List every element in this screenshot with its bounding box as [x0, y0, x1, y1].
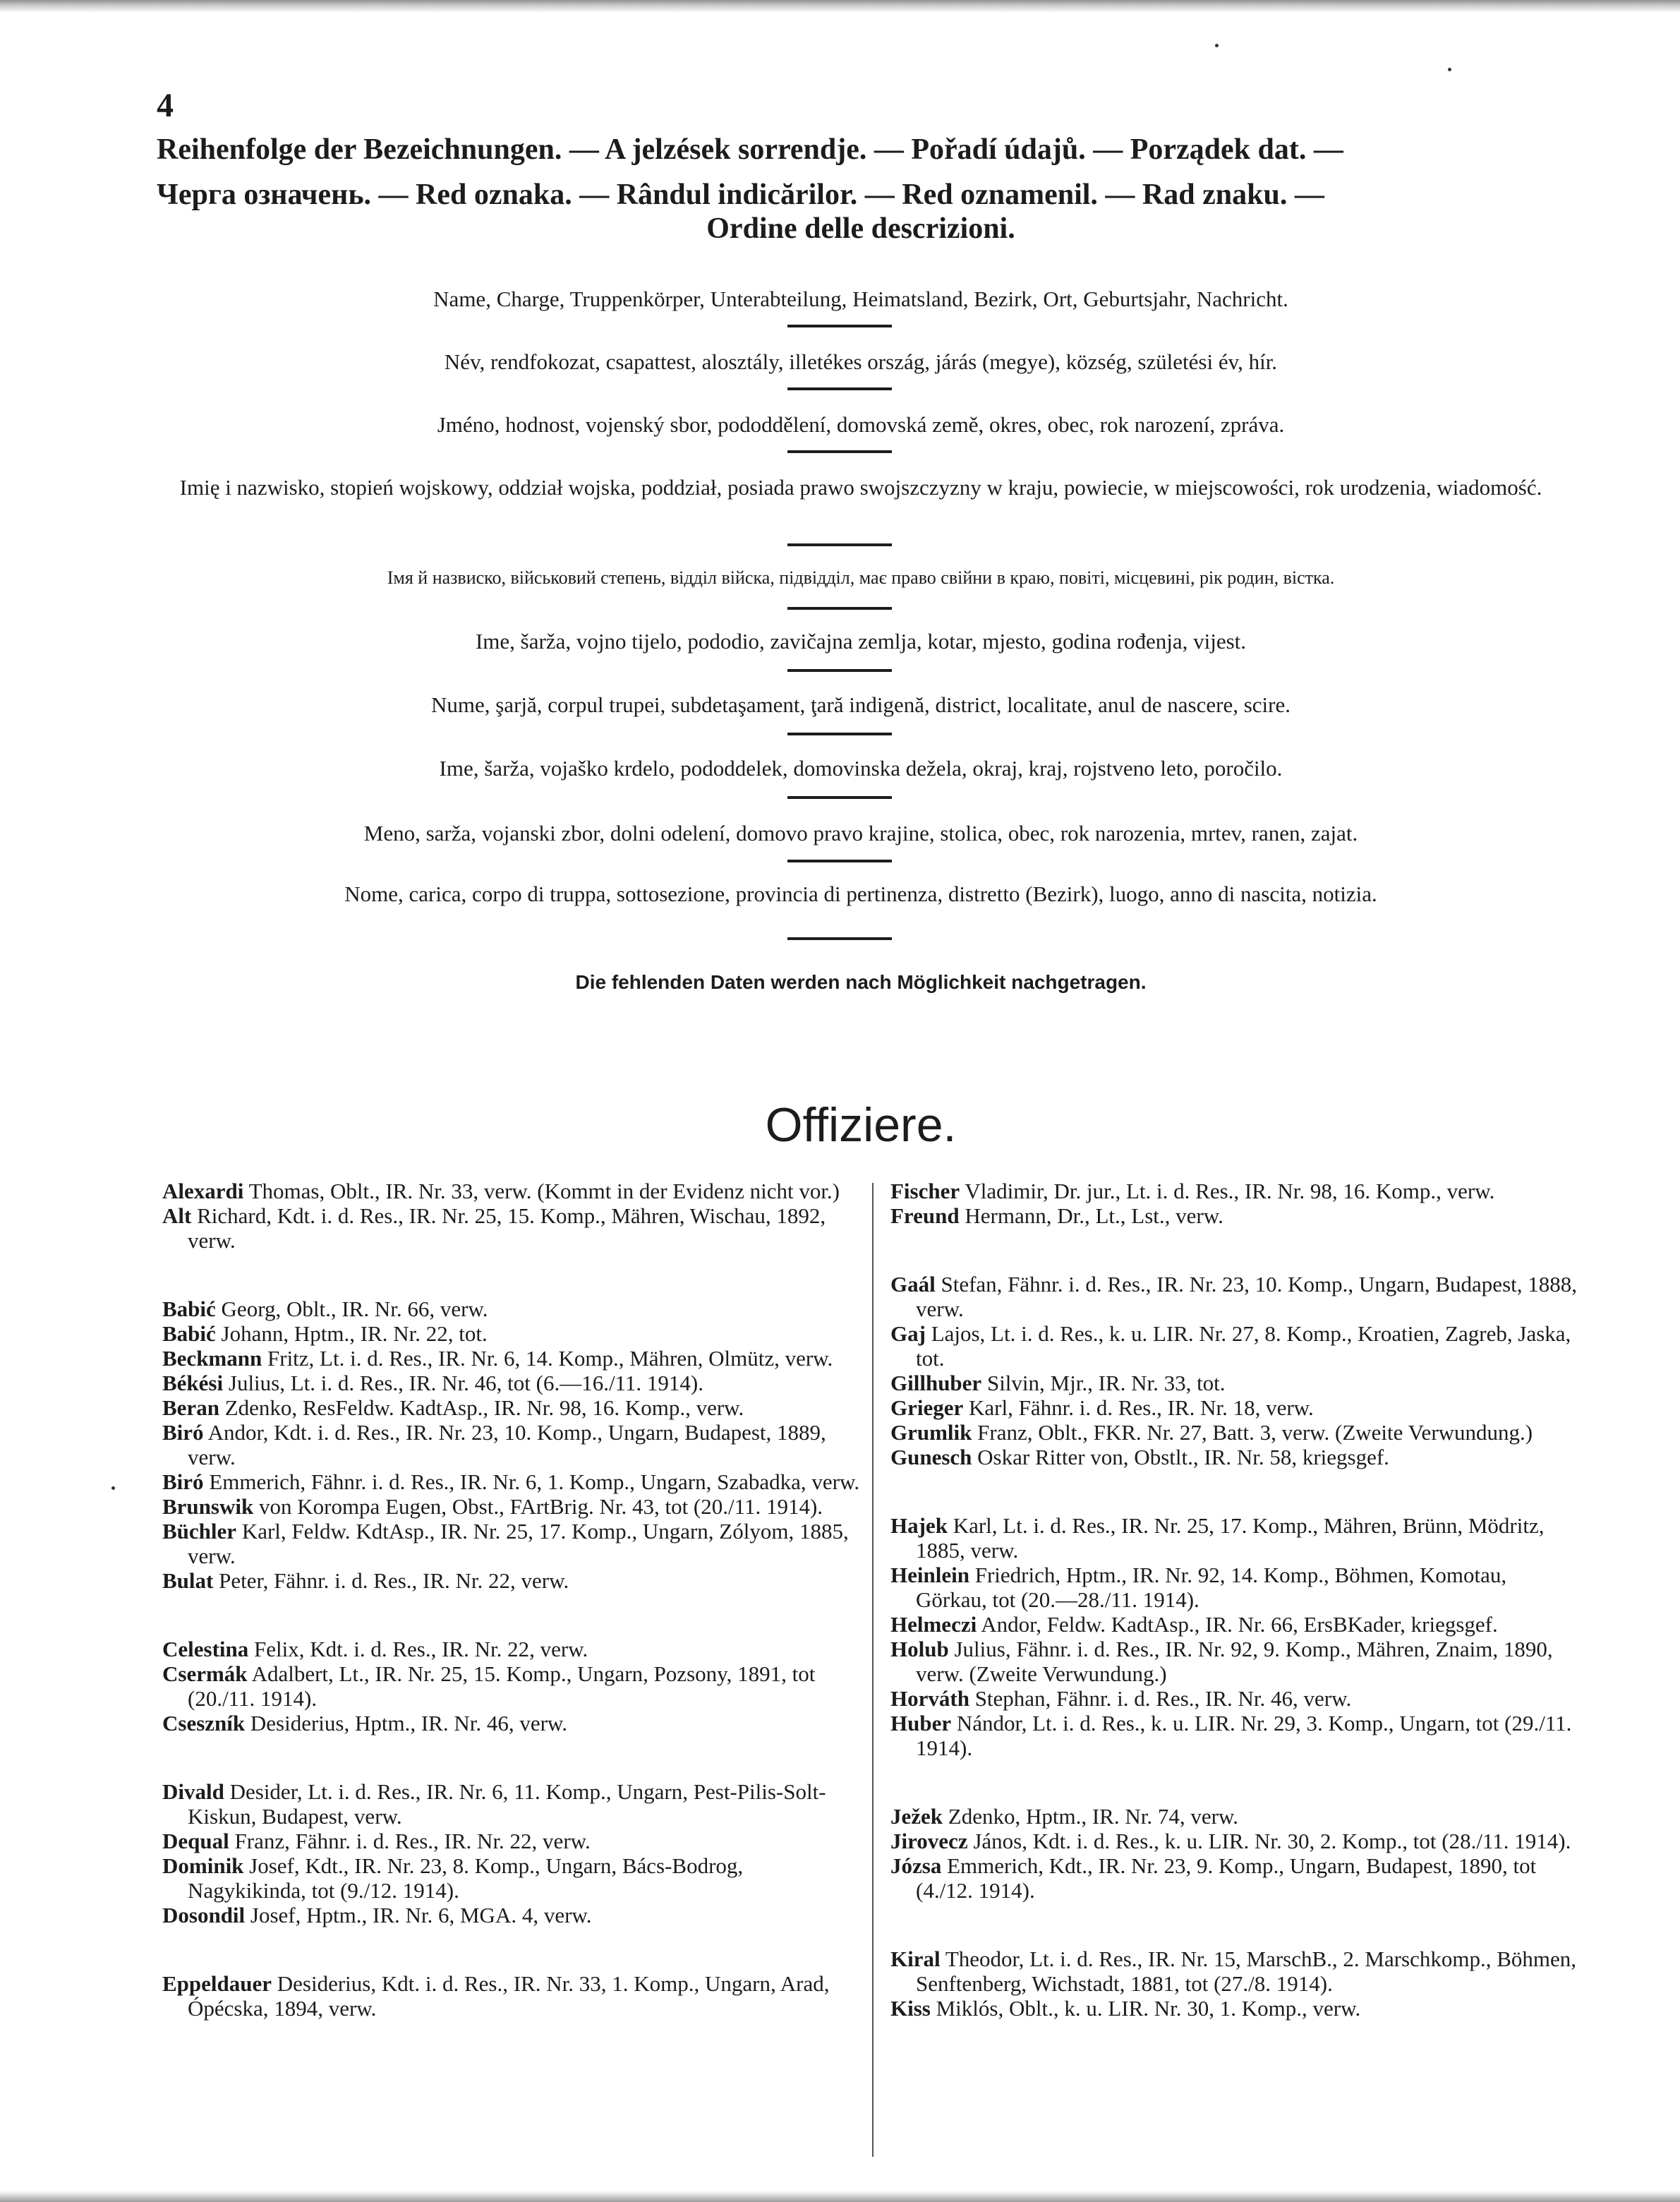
entry-surname: Eppeldauer: [162, 1971, 272, 1996]
casualty-entry: [162, 1853, 861, 1903]
scan-speck: [1448, 68, 1451, 71]
legend-romanian: Nume, şarjă, corpul trupei, subdetaşament, ţară indigenă, district, localitate, anul de nascere, scire.: [430, 692, 1291, 717]
entry-surname: Alt: [162, 1203, 192, 1228]
entry-details: Zdenko, ResFeldw. KadtAsp., IR. Nr. 98, 16. Komp., verw.: [224, 1395, 744, 1420]
entry-details: Desider, Lt. i. d. Res., IR. Nr. 6, 11. Komp., Ungarn, Pest-Pilis-Solt-Kiskun, Budapest, verw.: [188, 1779, 826, 1829]
casualty-entry: [162, 1779, 861, 1829]
column-divider: [872, 1183, 874, 2157]
entry-details: Felix, Kdt. i. d. Res., IR. Nr. 22, verw.: [254, 1637, 588, 1661]
scan-edge-bottom: [0, 2191, 1680, 2202]
right-column: [890, 1179, 1578, 2021]
casualty-entry: [890, 1179, 1578, 1203]
left-column: [162, 1179, 861, 2021]
casualty-entry: [162, 1203, 861, 1253]
entry-details: Karl, Feldw. KdtAsp., IR. Nr. 25, 17. Komp., Ungarn, Zólyom, 1885, verw.: [188, 1519, 849, 1568]
entry-surname: Heinlein: [890, 1563, 969, 1587]
casualty-entry: [890, 1272, 1578, 1321]
casualty-entry: [890, 1563, 1578, 1612]
entry-details: Zdenko, Hptm., IR. Nr. 74, verw.: [948, 1804, 1239, 1829]
legend-divider: [787, 607, 892, 610]
entry-surname: Helmeczi: [890, 1612, 977, 1637]
casualty-entry: [890, 1853, 1578, 1903]
letter-group-gap: [890, 1903, 1578, 1947]
missing-data-notice: Die fehlenden Daten werden nach Möglichkeit nachgetragen.: [575, 971, 1147, 993]
entry-details: Silvin, Mjr., IR. Nr. 33, tot.: [986, 1371, 1226, 1395]
legend-divider: [787, 733, 892, 735]
entry-details: Josef, Kdt., IR. Nr. 23, 8. Komp., Ungarn, Bács-Bodrog, Nagykikinda, tot (9./12. 1914).: [188, 1853, 744, 1903]
legend-croatian: Ime, šarža, vojno tijelo, pododio, zavičajna zemlja, kotar, mjesto, godina rođenja, vijest.: [475, 629, 1247, 654]
heading-line-1: Reihenfolge der Bezeichnungen. — A jelzések sorrendje. — Pořadí údajů. — Porządek dat. —: [157, 133, 1343, 166]
entry-surname: Békési: [162, 1371, 224, 1395]
casualty-entry: [162, 1637, 861, 1661]
casualty-entry: [162, 1420, 861, 1469]
casualty-entry: [890, 1947, 1578, 1996]
entry-details: Andor, Feldw. KadtAsp., IR. Nr. 66, ErsBKader, kriegsgef.: [981, 1612, 1498, 1637]
casualty-entry: [890, 1371, 1578, 1395]
casualty-entry: [162, 1661, 861, 1711]
casualty-entry: [162, 1469, 861, 1494]
entry-surname: Gunesch: [890, 1445, 972, 1469]
casualty-entry: [890, 1637, 1578, 1686]
casualty-entry: [890, 1711, 1578, 1760]
entry-surname: Kiss: [890, 1996, 931, 2021]
legend-slovene: Ime, šarža, vojaško krdelo, pododdelek, domovinska dežela, okraj, kraj, rojstveno leto, poročilo.: [439, 756, 1283, 781]
casualty-entry: [890, 1445, 1578, 1469]
entry-details: Karl, Fähnr. i. d. Res., IR. Nr. 18, verw.: [969, 1395, 1314, 1420]
casualty-entry: [162, 1321, 861, 1346]
entry-surname: Freund: [890, 1203, 960, 1228]
legend-hungarian: Név, rendfokozat, csapattest, alosztály, illetékes ország, járás (megye), község, születési év, hír.: [444, 349, 1278, 374]
entry-details: Andor, Kdt. i. d. Res., IR. Nr. 23, 10. Komp., Ungarn, Budapest, 1889, verw.: [188, 1420, 826, 1469]
casualty-entry: [162, 1829, 861, 1853]
entry-surname: Celestina: [162, 1637, 249, 1661]
entry-surname: Fischer: [890, 1179, 960, 1203]
legend-ukrainian: Імя й назвиско, військовий степень, відділ війска, підвідділ, має право свійни в краю, повіті, місцевині, рік родин, вістка.: [387, 567, 1335, 588]
legend-divider: [787, 796, 892, 799]
entry-details: Peter, Fähnr. i. d. Res., IR. Nr. 22, verw.: [219, 1568, 569, 1593]
casualty-entry: [890, 1996, 1578, 2021]
entry-details: Desiderius, Kdt. i. d. Res., IR. Nr. 33, 1. Komp., Ungarn, Arad, Ópécska, 1894, verw.: [188, 1971, 830, 2021]
entry-surname: Grieger: [890, 1395, 964, 1420]
legend-divider: [787, 860, 892, 862]
entry-details: Richard, Kdt. i. d. Res., IR. Nr. 25, 15. Komp., Mähren, Wischau, 1892, verw.: [188, 1203, 826, 1253]
casualty-entry: [162, 1395, 861, 1420]
entry-surname: Gillhuber: [890, 1371, 982, 1395]
entry-details: von Korompa Eugen, Obst., FArtBrig. Nr. 43, tot (20./11. 1914).: [258, 1494, 823, 1519]
entry-surname: Ježek: [890, 1804, 943, 1829]
legend-german: Name, Charge, Truppenkörper, Unterabteilung, Heimatsland, Bezirk, Ort, Geburtsjahr, Nachricht.: [433, 287, 1288, 311]
casualty-entry: [890, 1321, 1578, 1371]
legend-divider: [787, 387, 892, 390]
casualty-entry: [890, 1203, 1578, 1228]
legend-divider: [787, 669, 892, 672]
casualty-entry: [162, 1519, 861, 1568]
entry-details: Stefan, Fähnr. i. d. Res., IR. Nr. 23, 10. Komp., Ungarn, Budapest, 1888, verw.: [916, 1272, 1577, 1321]
entry-details: Julius, Lt. i. d. Res., IR. Nr. 46, tot (6.—16./11. 1914).: [228, 1371, 703, 1395]
scan-edge-top: [0, 0, 1680, 13]
entry-surname: Hajek: [890, 1513, 948, 1538]
casualty-entry: [162, 1179, 861, 1203]
entry-surname: Gaál: [890, 1272, 936, 1296]
casualty-entry: [890, 1804, 1578, 1829]
entry-surname: Cseszník: [162, 1711, 246, 1735]
entry-details: Oskar Ritter von, Obstlt., IR. Nr. 58, kriegsgef.: [977, 1445, 1389, 1469]
casualty-entry: [162, 1971, 861, 2021]
legend-divider: [787, 325, 892, 327]
entry-details: Vladimir, Dr. jur., Lt. i. d. Res., IR. Nr. 98, 16. Komp., verw.: [965, 1179, 1495, 1203]
entry-surname: Dosondil: [162, 1903, 246, 1927]
entry-details: Lajos, Lt. i. d. Res., k. u. LIR. Nr. 27, 8. Komp., Kroatien, Zagreb, Jaska, tot.: [916, 1321, 1571, 1371]
entry-details: Friedrich, Hptm., IR. Nr. 92, 14. Komp., Böhmen, Komotau, Görkau, tot (20.—28./11. 1914).: [916, 1563, 1507, 1612]
page-number: 4: [157, 87, 174, 124]
entry-surname: Beran: [162, 1395, 219, 1420]
entry-surname: Józsa: [890, 1853, 942, 1878]
entry-details: Franz, Fähnr. i. d. Res., IR. Nr. 22, verw.: [234, 1829, 591, 1853]
entry-details: Desiderius, Hptm., IR. Nr. 46, verw.: [250, 1711, 568, 1735]
letter-group-gap: [162, 1593, 861, 1637]
entry-details: Hermann, Dr., Lt., Lst., verw.: [965, 1203, 1223, 1228]
casualty-entry: [162, 1711, 861, 1735]
entry-details: Nándor, Lt. i. d. Res., k. u. LIR. Nr. 29, 3. Komp., Ungarn, tot (29./11. 1914).: [916, 1711, 1572, 1760]
legend-divider: [787, 543, 892, 546]
entry-surname: Grumlik: [890, 1420, 972, 1445]
legend-divider: [787, 937, 892, 940]
legend-italian: Nome, carica, corpo di truppa, sottosezione, provincia di pertinenza, distretto (Bezirk), luogo, anno di nascita, notizia.: [344, 882, 1377, 906]
heading-line-2: Черга означень. — Red oznaka. — Rândul indicărilor. — Red oznamenil. — Rad znaku. —: [157, 179, 1324, 211]
casualty-entry: [162, 1494, 861, 1519]
entry-details: Emmerich, Kdt., IR. Nr. 23, 9. Komp., Ungarn, Budapest, 1890, tot (4./12. 1914).: [916, 1853, 1537, 1903]
casualty-entry: [162, 1903, 861, 1927]
entry-surname: Dequal: [162, 1829, 229, 1853]
letter-group-gap: [162, 1735, 861, 1779]
casualty-entry: [890, 1829, 1578, 1853]
entry-details: Miklós, Oblt., k. u. LIR. Nr. 30, 1. Komp., verw.: [936, 1996, 1361, 2021]
entry-details: Franz, Oblt., FKR. Nr. 27, Batt. 3, verw. (Zweite Verwundung.): [977, 1420, 1533, 1445]
letter-group-gap: [890, 1760, 1578, 1804]
entry-details: Emmerich, Fähnr. i. d. Res., IR. Nr. 6, 1. Komp., Ungarn, Szabadka, verw.: [209, 1469, 860, 1494]
legend-divider: [787, 450, 892, 453]
entry-surname: Biró: [162, 1469, 204, 1494]
entry-surname: Kiral: [890, 1947, 941, 1971]
entry-details: Thomas, Oblt., IR. Nr. 33, verw. (Kommt in der Evidenz nicht vor.): [248, 1179, 840, 1203]
entry-surname: Alexardi: [162, 1179, 244, 1203]
casualty-entry: [162, 1371, 861, 1395]
casualty-entry: [162, 1568, 861, 1593]
casualty-entry: [162, 1296, 861, 1321]
casualty-entry: [890, 1612, 1578, 1637]
section-title: Offiziere.: [765, 1098, 957, 1152]
entry-details: Adalbert, Lt., IR. Nr. 25, 15. Komp., Ungarn, Pozsony, 1891, tot (20./11. 1914).: [188, 1661, 816, 1711]
entry-surname: Brunswik: [162, 1494, 254, 1519]
letter-group-gap: [890, 1228, 1578, 1272]
casualty-entry: [890, 1395, 1578, 1420]
entry-details: Julius, Fähnr. i. d. Res., IR. Nr. 92, 9. Komp., Mähren, Znaim, 1890, verw. (Zweite Verwundung.): [916, 1637, 1553, 1686]
entry-surname: Babić: [162, 1296, 216, 1321]
entry-details: Theodor, Lt. i. d. Res., IR. Nr. 15, MarschB., 2. Marschkomp., Böhmen, Senftenberg, Wichstadt, 1881, tot (27./8. 1914).: [916, 1947, 1577, 1996]
casualty-entry: [162, 1346, 861, 1371]
entry-surname: Jirovecz: [890, 1829, 968, 1853]
entry-surname: Holub: [890, 1637, 949, 1661]
entry-details: Johann, Hptm., IR. Nr. 22, tot.: [221, 1321, 488, 1346]
legend-polish: Imię i nazwisko, stopień wojskowy, oddział wojska, poddział, posiada prawo swojszczyzny w kraju, powiecie, w miejscowości, rok urodzenia, wiadomość.: [179, 475, 1542, 500]
legend-czech: Jméno, hodnost, vojenský sbor, pododdělení, domovská země, okres, obec, rok narození, zpráva.: [437, 412, 1285, 437]
legend-slovak: Meno, sarža, vojanski zbor, dolni odelení, domovo pravo krajine, stolica, obec, rok narozenia, mrtev, ranen, zajat.: [363, 821, 1358, 846]
entry-details: Karl, Lt. i. d. Res., IR. Nr. 25, 17. Komp., Mähren, Brünn, Mödritz, 1885, verw.: [916, 1513, 1545, 1563]
heading-line-3: Ordine delle descrizioni.: [706, 212, 1015, 245]
casualty-entry: [890, 1686, 1578, 1711]
entry-surname: Babić: [162, 1321, 216, 1346]
entry-surname: Divald: [162, 1779, 224, 1804]
entry-surname: Csermák: [162, 1661, 248, 1686]
entry-details: Josef, Hptm., IR. Nr. 6, MGA. 4, verw.: [250, 1903, 592, 1927]
casualty-entry: [890, 1513, 1578, 1563]
entry-surname: Dominik: [162, 1853, 244, 1878]
letter-group-gap: [162, 1253, 861, 1296]
entry-surname: Huber: [890, 1711, 952, 1735]
entry-surname: Gaj: [890, 1321, 926, 1346]
casualty-entry: [890, 1420, 1578, 1445]
entry-surname: Horváth: [890, 1686, 969, 1711]
entry-surname: Beckmann: [162, 1346, 262, 1371]
entry-surname: Biró: [162, 1420, 204, 1445]
letter-group-gap: [162, 1927, 861, 1971]
entry-details: Stephan, Fähnr. i. d. Res., IR. Nr. 46, verw.: [974, 1686, 1352, 1711]
letter-group-gap: [890, 1469, 1578, 1513]
entry-surname: Büchler: [162, 1519, 237, 1544]
entry-surname: Bulat: [162, 1568, 214, 1593]
entry-details: Georg, Oblt., IR. Nr. 66, verw.: [221, 1296, 488, 1321]
scan-speck: [1215, 44, 1219, 47]
scan-speck: [111, 1486, 115, 1490]
entry-details: Fritz, Lt. i. d. Res., IR. Nr. 6, 14. Komp., Mähren, Olmütz, verw.: [267, 1346, 833, 1371]
entry-details: János, Kdt. i. d. Res., k. u. LIR. Nr. 30, 2. Komp., tot (28./11. 1914).: [973, 1829, 1571, 1853]
